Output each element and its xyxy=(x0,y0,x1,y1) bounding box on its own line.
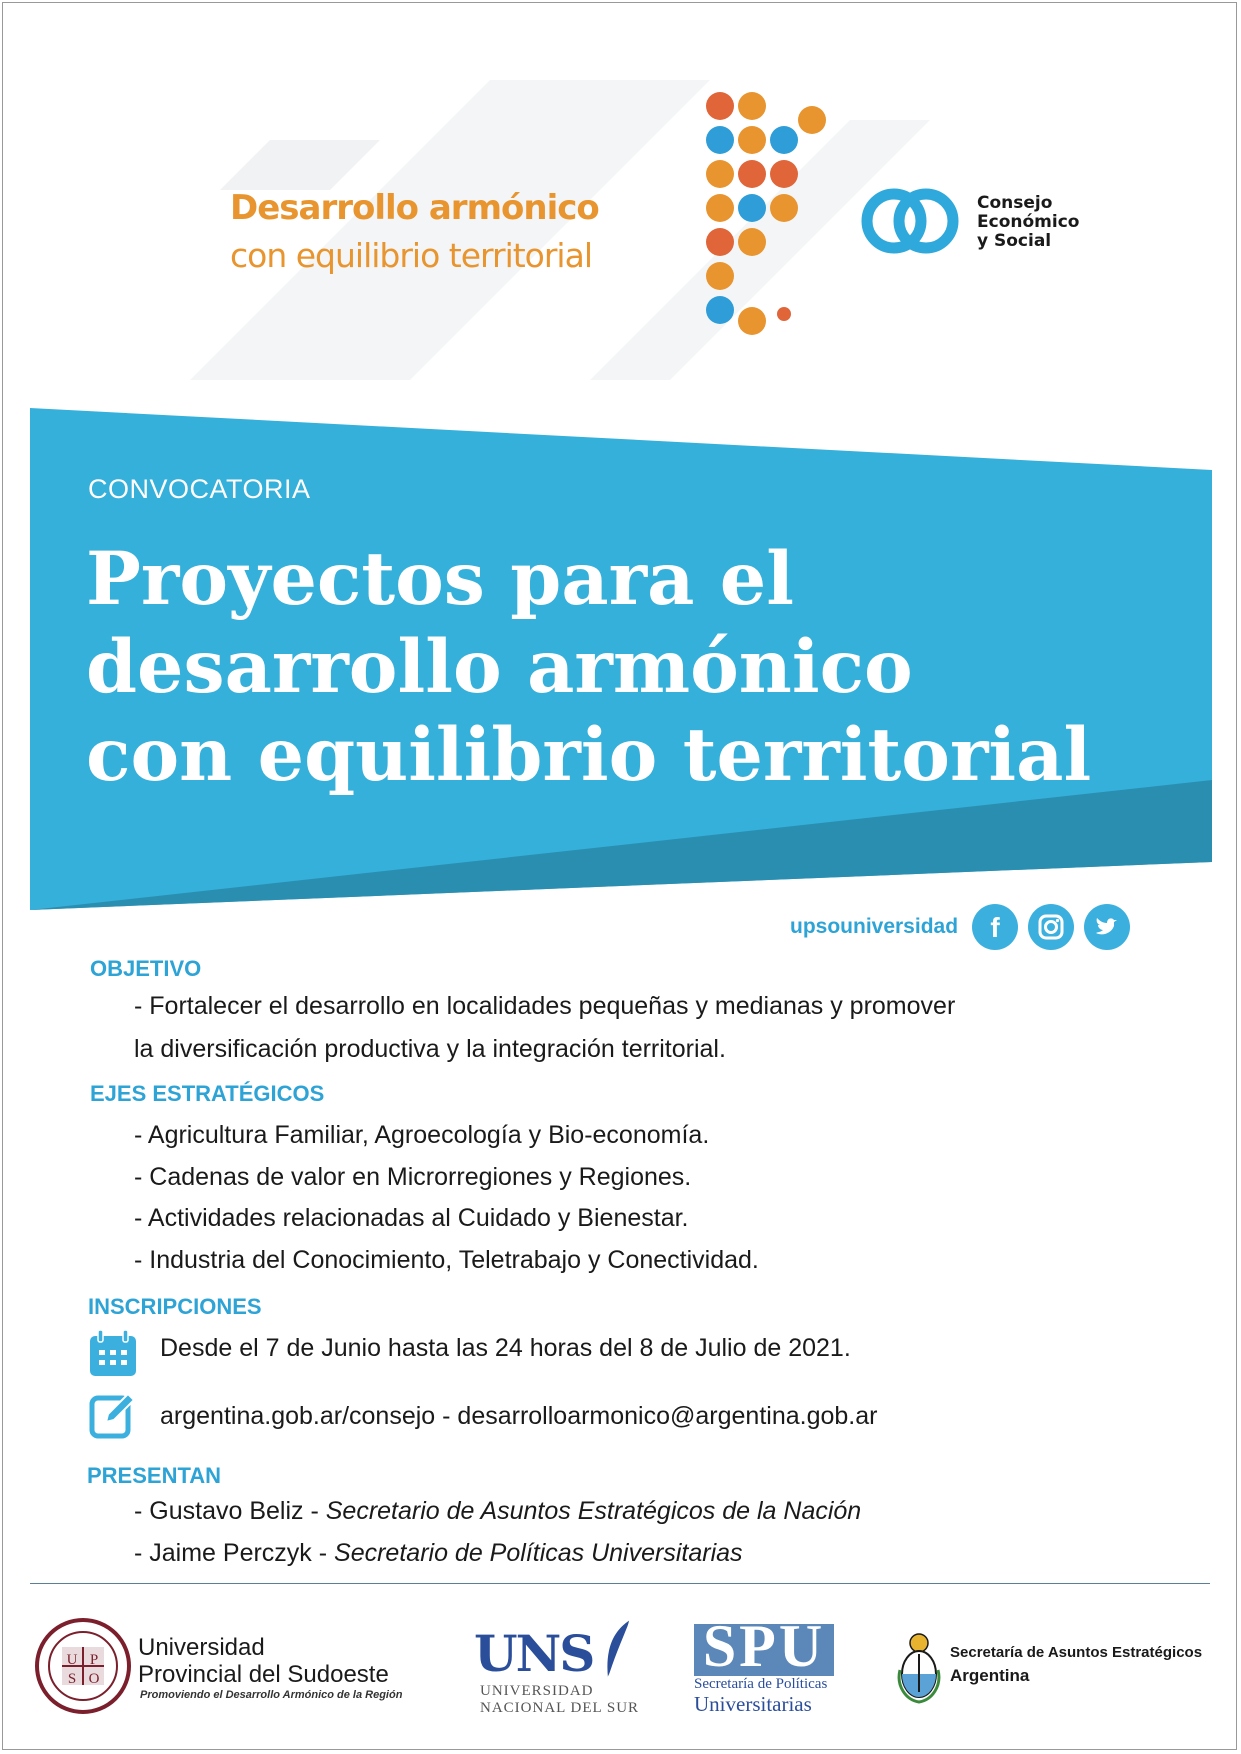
headline-line-2: desarrollo armónico xyxy=(86,624,913,710)
presenter-role: Secretario de Asuntos Estratégicos de la Nación xyxy=(325,1497,862,1525)
presenter-role: Secretario de Políticas Universitarias xyxy=(334,1539,743,1567)
spu-subtitle-line2: Universitarias xyxy=(694,1692,812,1716)
presenter-row xyxy=(134,1539,743,1568)
presenter-name: - Gustavo Beliz - xyxy=(134,1497,326,1525)
quill-icon xyxy=(600,1618,640,1682)
presenter-name: - Jaime Perczyk - xyxy=(134,1539,335,1567)
coat-of-arms-icon xyxy=(896,1630,942,1704)
banner-kicker: CONVOCATORIA xyxy=(88,474,311,504)
ces-line3: y Social xyxy=(977,231,1052,251)
sae-name-line2: Argentina xyxy=(950,1666,1030,1685)
ejes-heading: EJES ESTRATÉGICOS xyxy=(90,1081,325,1106)
upso-tagline: Promoviendo el Desarrollo Armónico de la Región xyxy=(140,1689,403,1701)
objetivo-heading: OBJETIVO xyxy=(90,956,202,981)
social-links xyxy=(790,904,1130,950)
edit-icon xyxy=(88,1390,138,1440)
uns-subtitle-line2: NACIONAL DEL SUR xyxy=(480,1700,640,1716)
objetivo-line-2: la diversificación productiva y la integración territorial. xyxy=(134,1035,726,1063)
ces-line1: Consejo xyxy=(977,193,1053,213)
headline-line-1: Proyectos para el xyxy=(86,536,794,622)
contact-info[interactable]: argentina.gob.ar/consejo - desarrolloarmonico@argentina.gob.ar xyxy=(160,1402,878,1430)
spu-logo-letters: SPU xyxy=(702,1613,826,1679)
ejes-item: - Cadenas de valor en Microrregiones y Regiones. xyxy=(134,1163,692,1191)
svg-text:P: P xyxy=(89,1652,99,1668)
svg-text:U: U xyxy=(66,1652,78,1668)
inscripciones-dates: Desde el 7 de Junio hasta las 24 horas del 8 de Julio de 2021. xyxy=(160,1334,851,1362)
svg-text:O: O xyxy=(88,1671,100,1687)
inscripciones-heading: INSCRIPCIONES xyxy=(88,1294,262,1319)
upso-name-line2: Provincial del Sudoeste xyxy=(138,1661,389,1688)
social-handle[interactable]: upsouniversidad xyxy=(790,915,959,938)
uns-logo-text: UNS xyxy=(474,1624,594,1683)
objetivo-line-1: - Fortalecer el desarrollo en localidades pequeñas y medianas y promover xyxy=(134,992,956,1020)
instagram-icon[interactable] xyxy=(1028,904,1074,950)
upso-seal-icon xyxy=(34,1617,132,1715)
dots-logo xyxy=(700,88,840,338)
svg-text:S: S xyxy=(67,1671,77,1687)
brand-subtitle: con equilibrio territorial xyxy=(230,236,592,275)
calendar-icon xyxy=(88,1328,138,1378)
sae-name-line1: Secretaría de Asuntos Estratégicos xyxy=(950,1644,1203,1661)
twitter-icon[interactable] xyxy=(1084,904,1130,950)
ejes-item: - Agricultura Familiar, Agroecología y Bio-economía. xyxy=(134,1121,710,1149)
svg-text:f: f xyxy=(990,912,1000,943)
facebook-icon[interactable] xyxy=(972,904,1018,950)
presenter-row xyxy=(134,1497,861,1526)
footer-divider xyxy=(30,1583,1210,1584)
headline-line-3: con equilibrio territorial xyxy=(86,712,1092,798)
ces-name xyxy=(977,194,1079,251)
headline xyxy=(86,535,1091,799)
upso-name-line1: Universidad xyxy=(138,1634,265,1661)
ces-rings-icon xyxy=(860,185,960,257)
uns-subtitle-line1: UNIVERSIDAD xyxy=(480,1683,594,1699)
ces-line2: Económico xyxy=(977,212,1080,232)
brand-title: Desarrollo armónico xyxy=(230,188,599,228)
presentan-heading: PRESENTAN xyxy=(87,1463,222,1488)
spu-subtitle-line1: Secretaría de Políticas xyxy=(694,1676,828,1692)
ejes-item: - Industria del Conocimiento, Teletrabajo y Conectividad. xyxy=(134,1246,759,1274)
ejes-item: - Actividades relacionadas al Cuidado y Bienestar. xyxy=(134,1204,689,1232)
